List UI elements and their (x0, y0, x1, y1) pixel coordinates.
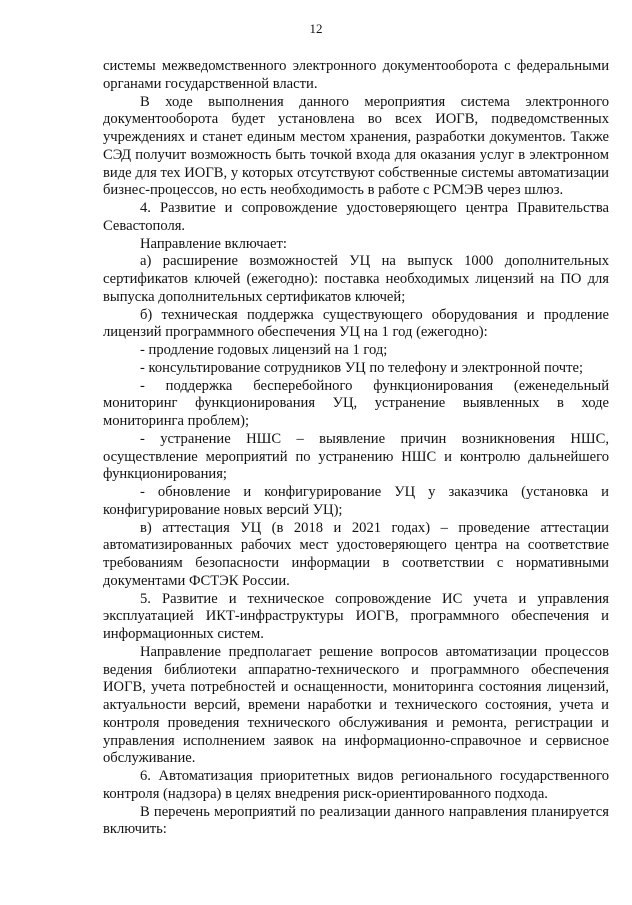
paragraph-direction-includes: Направление включает: (140, 235, 287, 252)
list-item-a: а) расширение возможностей УЦ на выпуск 1000 дополнительных сертификатов ключей (ежегодно): поставка необходимых лицензий на ПО для выпуска дополнительных сертификатов ключей; (103, 253, 609, 305)
paragraph-sed-description: В ходе выполнения данного мероприятия система электронного документооборота будет установлена во всех ИОГВ, подведомственных учреждениях и станет единым местом хранения, разработки документов. Также СЭД получит возможность быть точкой входа для оказания услуг в электронном виде для тех ИОГВ, у которых отсутствуют собственные системы автоматизации бизнес-процессов, но есть необходимость в работе с РСМЭВ через шлюз. (103, 93, 609, 199)
list-item-c: в) аттестация УЦ (в 2018 и 2021 годах) – проведение аттестации автоматизированных рабочих мест удостоверяющего центра на соответствие требованиям безопасности информации в соответствии с нормативными документами ФСТЭК России. (103, 519, 609, 589)
paragraph-list-intro: В перечень мероприятий по реализации данного направления планируется включить: (103, 803, 609, 838)
bullet-item-licenses: - продление годовых лицензий на 1 год; (140, 342, 388, 358)
list-item-b: б) техническая поддержка существующего оборудования и продление лицензий программного обеспечения УЦ на 1 год (ежегодно): (103, 306, 609, 341)
bullet-item-support: - поддержка бесперебойного функционирования (еженедельный мониторинг функционирования УЦ, устранение выявленных в ходе мониторинга проблем); (103, 377, 609, 429)
paragraph-automation: Направление предполагает решение вопросов автоматизации процессов ведения библиотеки аппаратно-технического и программного обеспечения ИОГВ, учета потребностей и оснащенности, мониторинга состояния лицензий, актуальности версий, времени наработки и технического состояния, учета и контроля проведения технического обслуживания и ремонта, регистрации и управления исполнением заявок на информационно-справочное и сервисное обслуживание. (103, 643, 609, 767)
bullet-item-consulting: - консультирование сотрудников УЦ по телефону и электронной почте; (140, 359, 584, 376)
document-body (103, 58, 609, 839)
paragraph-continuation: системы межведомственного электронного документооборота с федеральными органами государственной власти. (103, 58, 609, 92)
page-number: 12 (309, 21, 323, 36)
bullet-item-update: - обновление и конфигурирование УЦ у заказчика (установка и конфигурирование новых версий УЦ); (103, 484, 609, 518)
bullet-item-nshs: - устранение НШС – выявление причин возникновения НШС, осуществление мероприятий по устранению НШС и контролю дальнейшего функционирования; (103, 430, 609, 483)
section-heading-6: 6. Автоматизация приоритетных видов регионального государственного контроля (надзора) в целях внедрения риск-ориентированного подхода. (103, 768, 609, 802)
section-heading-4: 4. Развитие и сопровождение удостоверяющего центра Правительства Севастополя. (103, 200, 609, 234)
section-heading-5: 5. Развитие и техническое сопровождение ИС учета и управления эксплуатацией ИКТ-инфраструктуры ИОГВ, программного обеспечения и информационных систем. (103, 590, 609, 642)
